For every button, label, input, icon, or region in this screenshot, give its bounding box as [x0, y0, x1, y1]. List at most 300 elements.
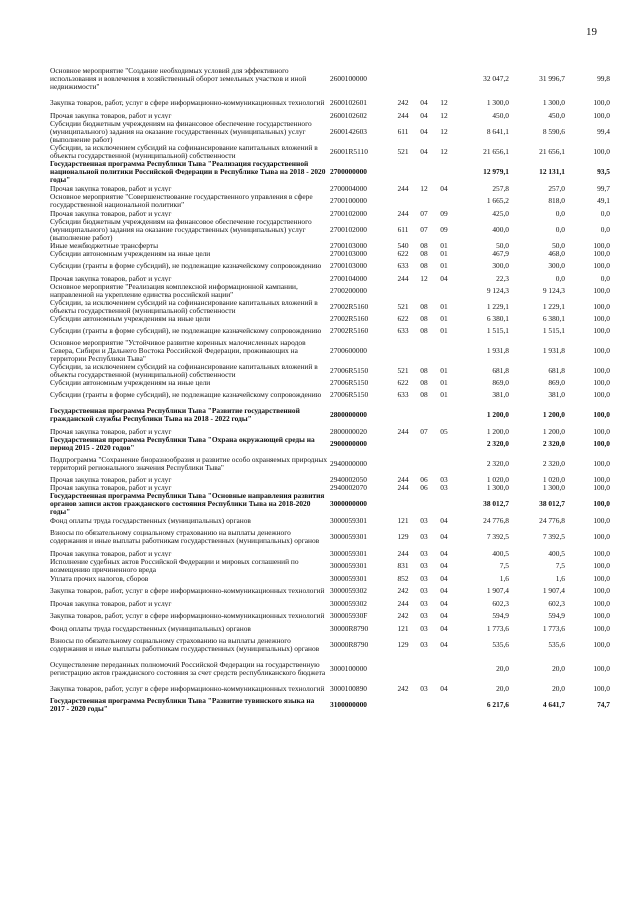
row-plan-amount: 7 392,5: [486, 532, 509, 542]
row-actual-amount: 257,0: [548, 183, 565, 193]
row-code: 2800000000: [330, 410, 367, 420]
row-name: Субсидии, за исключением субсидий на софинансирование капитальных вложений в объекты государственной (муниципальной) собственности: [50, 299, 318, 315]
row-name: Государственная программа Республики Тыва "Охрана окружающей среды на период 2015 - 2020 годов": [50, 436, 315, 452]
row-subsection: 04: [440, 573, 448, 583]
row-execution-percent: 99,7: [597, 183, 610, 193]
row-name: Субсидии бюджетным учреждениям на финансовое обеспечение государственного (муниципального) задания на оказание государственных (муниципальных) услуг (выполнение работ): [50, 218, 312, 242]
row-section: 03: [420, 515, 428, 525]
row-code: 3000059301: [330, 573, 367, 583]
row-actual-amount: 400,5: [548, 548, 565, 558]
row-subsection: 12: [440, 147, 448, 157]
row-name: Субсидии бюджетным учреждениям на финансовое обеспечение государственного (муниципального) задания на оказание государственных (муниципальных) услуг (выполнение работ): [50, 120, 312, 144]
row-code: 27006R5150: [330, 366, 369, 376]
row-code: 2600102601: [330, 98, 367, 108]
row-expense-type: 852: [397, 573, 409, 583]
row-plan-amount: 12 979,1: [483, 167, 509, 177]
row-expense-type: 622: [397, 378, 409, 388]
row-execution-percent: 0,0: [600, 208, 610, 218]
row-execution-percent: 100,0: [593, 286, 610, 296]
row-execution-percent: 74,7: [597, 700, 610, 710]
row-name: Субсидии автономным учреждениям на иные цели: [50, 315, 211, 323]
table-row: [50, 608, 610, 624]
table-row: [50, 111, 610, 120]
row-execution-percent: 100,0: [593, 598, 610, 608]
row-name: Взносы по обязательному социальному страхованию на выплаты денежного содержания и иные выплаты работникам государственных (муниципальных) органов: [50, 529, 320, 545]
row-name: Субсидии, за исключением субсидий на софинансирование капитальных вложений в объекты государственной (муниципальной) собственности: [50, 144, 318, 160]
row-plan-amount: 425,0: [492, 208, 509, 218]
row-actual-amount: 450,0: [548, 110, 565, 120]
table-row: [50, 315, 610, 323]
row-section: 03: [420, 623, 428, 633]
row-execution-percent: 100,0: [593, 475, 610, 485]
row-execution-percent: 100,0: [593, 459, 610, 469]
row-plan-amount: 38 012,7: [483, 499, 509, 509]
row-code: 2900000000: [330, 439, 367, 449]
row-code: 27006R5150: [330, 378, 369, 388]
row-plan-amount: 50,0: [496, 241, 509, 251]
row-actual-amount: 8 590,6: [542, 127, 565, 137]
row-execution-percent: 100,0: [593, 586, 610, 596]
row-section: 08: [420, 314, 428, 324]
table-row: [50, 274, 610, 283]
row-subsection: 04: [440, 183, 448, 193]
row-code: 3000059302: [330, 598, 367, 608]
row-code: 27002R5160: [330, 314, 369, 324]
row-code: 3000059301: [330, 515, 367, 525]
table-row: [50, 339, 610, 363]
row-code: 2700200000: [330, 286, 367, 296]
row-section: 08: [420, 390, 428, 400]
table-row: [50, 574, 610, 583]
row-expense-type: 244: [397, 273, 409, 283]
row-code: 2700004000: [330, 183, 367, 193]
table-row: [50, 299, 610, 315]
row-section: 03: [420, 684, 428, 694]
row-section: 03: [420, 532, 428, 542]
page-number: 19: [586, 26, 597, 38]
row-expense-type: 633: [397, 390, 409, 400]
row-section: 07: [420, 426, 428, 436]
row-plan-amount: 1 665,2: [486, 196, 509, 206]
row-actual-amount: 1 020,0: [542, 475, 565, 485]
row-execution-percent: 100,0: [593, 640, 610, 650]
row-plan-amount: 2 320,0: [486, 459, 509, 469]
row-subsection: 01: [440, 326, 448, 336]
table-row: [50, 363, 610, 379]
table-row: [50, 558, 610, 574]
row-section: 03: [420, 598, 428, 608]
row-execution-percent: 100,0: [593, 561, 610, 571]
row-subsection: 01: [440, 314, 448, 324]
row-name: Закупка товаров, работ, услуг в сфере информационно-коммуникационных технологий: [50, 99, 325, 107]
row-execution-percent: 100,0: [593, 98, 610, 108]
row-section: 08: [420, 326, 428, 336]
table-row: [50, 63, 610, 95]
row-plan-amount: 450,0: [492, 110, 509, 120]
row-plan-amount: 602,3: [492, 598, 509, 608]
row-subsection: 05: [440, 426, 448, 436]
row-expense-type: 622: [397, 314, 409, 324]
table-row: [50, 492, 610, 516]
row-section: 08: [420, 366, 428, 376]
table-row: [50, 144, 610, 160]
row-plan-amount: 1 931,8: [486, 346, 509, 356]
table-row: [50, 516, 610, 525]
row-code: 2600102602: [330, 110, 367, 120]
table-row: [50, 184, 610, 193]
row-execution-percent: 100,0: [593, 515, 610, 525]
row-plan-amount: 7,5: [499, 561, 509, 571]
row-name: Государственная программа Республики Тыва "Основные направления развития органов записи актов гражданского состояния Республики Тыва на 2018-2020 годы": [50, 492, 325, 516]
row-execution-percent: 0,0: [600, 225, 610, 235]
row-expense-type: 244: [397, 426, 409, 436]
row-expense-type: 244: [397, 548, 409, 558]
row-name: Прочая закупка товаров, работ и услуг: [50, 484, 172, 492]
table-row: [50, 681, 610, 697]
row-name: Уплата прочих налогов, сборов: [50, 574, 149, 583]
row-code: 2940002050: [330, 475, 367, 485]
row-execution-percent: 100,0: [593, 499, 610, 509]
row-name: Прочая закупка товаров, работ и услуг: [50, 427, 172, 436]
row-plan-amount: 300,0: [492, 261, 509, 271]
table-row: [50, 120, 610, 144]
row-code: 3000059301: [330, 561, 367, 571]
row-name: Государственная программа Республики Тыва "Реализация государственной национальной политики Российской Федерации в Республике Тыва на 2018 - 2020 годы": [50, 160, 326, 184]
row-name: Государственная программа Республики Тыва "Развитие тувинского языка на 2017 - 2020 годы": [50, 697, 315, 713]
row-code: 2700102000: [330, 208, 367, 218]
row-execution-percent: 100,0: [593, 326, 610, 336]
row-section: 08: [420, 241, 428, 251]
row-subsection: 12: [440, 127, 448, 137]
row-expense-type: 633: [397, 326, 409, 336]
row-section: 07: [420, 208, 428, 218]
row-code: 2700103000: [330, 261, 367, 271]
row-name: Прочая закупка товаров, работ и услуг: [50, 476, 172, 484]
row-subsection: 12: [440, 110, 448, 120]
row-expense-type: 521: [397, 366, 409, 376]
table-row: [50, 95, 610, 111]
row-expense-type: 129: [397, 640, 409, 650]
row-section: 04: [420, 127, 428, 137]
row-code: 2600100000: [330, 74, 367, 84]
row-expense-type: 622: [397, 249, 409, 259]
row-code: 3000000000: [330, 499, 367, 509]
row-execution-percent: 100,0: [593, 241, 610, 251]
row-execution-percent: 100,0: [593, 261, 610, 271]
row-plan-amount: 21 656,1: [483, 147, 509, 157]
row-subsection: 09: [440, 225, 448, 235]
row-plan-amount: 8 641,1: [486, 127, 509, 137]
row-name: Прочая закупка товаров, работ и услуг: [50, 209, 172, 218]
row-code: 2700104000: [330, 273, 367, 283]
row-code: 2700102000: [330, 225, 367, 235]
row-name: Прочая закупка товаров, работ и услуг: [50, 184, 172, 193]
row-subsection: 01: [440, 378, 448, 388]
row-execution-percent: 100,0: [593, 147, 610, 157]
row-code: 3000100890: [330, 684, 367, 694]
row-code: 3000059301: [330, 532, 367, 542]
row-name: Иные межбюджетные трансферты: [50, 242, 159, 250]
row-execution-percent: 100,0: [593, 573, 610, 583]
row-name: Субсидии автономным учреждениям на иные цели: [50, 250, 211, 258]
row-execution-percent: 100,0: [593, 623, 610, 633]
row-actual-amount: 2 320,0: [542, 459, 565, 469]
row-execution-percent: 100,0: [593, 249, 610, 259]
row-subsection: 01: [440, 241, 448, 251]
row-plan-amount: 1 020,0: [486, 475, 509, 485]
row-plan-amount: 1 907,4: [486, 586, 509, 596]
row-code: 2700000000: [330, 167, 367, 177]
row-execution-percent: 100,0: [593, 390, 610, 400]
row-execution-percent: 100,0: [593, 483, 610, 493]
table-row: [50, 624, 610, 633]
row-actual-amount: 38 012,7: [539, 499, 565, 509]
row-subsection: 04: [440, 684, 448, 694]
row-section: 03: [420, 548, 428, 558]
row-plan-amount: 1 300,0: [486, 98, 509, 108]
row-actual-amount: 1 300,0: [542, 483, 565, 493]
row-execution-percent: 100,0: [593, 426, 610, 436]
row-code: 30000R8790: [330, 640, 369, 650]
row-actual-amount: 1 229,1: [542, 302, 565, 312]
row-actual-amount: 1 200,0: [542, 426, 565, 436]
row-section: 04: [420, 147, 428, 157]
row-section: 07: [420, 225, 428, 235]
row-actual-amount: 24 776,8: [539, 515, 565, 525]
row-expense-type: 121: [397, 515, 409, 525]
row-name: Основное мероприятие "Совершенствование государственного управления в сфере государственной национальной политики": [50, 193, 313, 209]
row-execution-percent: 100,0: [593, 314, 610, 324]
row-execution-percent: 100,0: [593, 664, 610, 674]
row-section: 08: [420, 302, 428, 312]
row-actual-amount: 20,0: [552, 664, 565, 674]
row-code: 2940002070: [330, 483, 367, 493]
row-section: 08: [420, 261, 428, 271]
row-code: 27006R5150: [330, 390, 369, 400]
row-code: 2700600000: [330, 346, 367, 356]
row-code: 3100000000: [330, 700, 367, 710]
row-execution-percent: 100,0: [593, 366, 610, 376]
row-subsection: 01: [440, 366, 448, 376]
row-name: Исполнение судебных актов Российской Федерации и мировых соглашений по возмещению причиненного вреда: [50, 558, 299, 574]
row-expense-type: 831: [397, 561, 409, 571]
table-row: [50, 193, 610, 209]
row-actual-amount: 535,6: [548, 640, 565, 650]
row-plan-amount: 20,0: [496, 684, 509, 694]
row-expense-type: 242: [397, 98, 409, 108]
row-execution-percent: 49,1: [597, 196, 610, 206]
row-actual-amount: 818,0: [548, 196, 565, 206]
row-section: 12: [420, 273, 428, 283]
row-actual-amount: 9 124,3: [542, 286, 565, 296]
row-code: 27002R5160: [330, 326, 369, 336]
table-row: [50, 697, 610, 713]
table-row: [50, 403, 610, 427]
row-subsection: 04: [440, 532, 448, 542]
row-execution-percent: 99,8: [597, 74, 610, 84]
row-section: 04: [420, 110, 428, 120]
table-row: [50, 323, 610, 339]
row-plan-amount: 24 776,8: [483, 515, 509, 525]
row-code: 27002R5160: [330, 302, 369, 312]
row-code: 2800000020: [330, 426, 367, 436]
row-actual-amount: 468,0: [548, 249, 565, 259]
row-name: Субсидии, за исключением субсидий на софинансирование капитальных вложений в объекты государственной (муниципальной) собственности: [50, 363, 318, 379]
row-expense-type: 521: [397, 302, 409, 312]
row-name: Подпрограмма "Сохранение биоразнообразия и развитие особо охраняемых природных территорий регионального значения Республики Тыва": [50, 456, 328, 472]
row-code: 2700103000: [330, 249, 367, 259]
row-name: Взносы по обязательному социальному страхованию на выплаты денежного содержания и иные выплаты работникам государственных (муниципальных) органов: [50, 637, 320, 653]
row-actual-amount: 1 200,0: [542, 410, 565, 420]
row-execution-percent: 100,0: [593, 410, 610, 420]
row-name: Фонд оплаты труда государственных (муниципальных) органов: [50, 516, 251, 525]
table-row: [50, 599, 610, 608]
row-subsection: 01: [440, 261, 448, 271]
row-name: Основное мероприятие "Создание необходимых условий для эффективного использования и вовлечения в хозяйственный оборот земельных участков и иной недвижимости": [50, 67, 307, 91]
row-code: 3000059301: [330, 548, 367, 558]
row-section: 03: [420, 640, 428, 650]
table-row: [50, 525, 610, 549]
row-plan-amount: 6 380,1: [486, 314, 509, 324]
row-expense-type: 244: [397, 475, 409, 485]
row-subsection: 04: [440, 561, 448, 571]
row-actual-amount: 7 392,5: [542, 532, 565, 542]
table-row: [50, 657, 610, 681]
row-section: 03: [420, 586, 428, 596]
row-subsection: 09: [440, 208, 448, 218]
row-actual-amount: 594,9: [548, 611, 565, 621]
row-plan-amount: 594,9: [492, 611, 509, 621]
row-section: 06: [420, 475, 428, 485]
row-subsection: 04: [440, 586, 448, 596]
row-actual-amount: 0,0: [555, 225, 565, 235]
table-row: [50, 427, 610, 436]
table-row: [50, 283, 610, 299]
row-plan-amount: 535,6: [492, 640, 509, 650]
row-execution-percent: 100,0: [593, 548, 610, 558]
row-plan-amount: 257,8: [492, 183, 509, 193]
row-name: Прочая закупка товаров, работ и услуг: [50, 274, 172, 283]
row-actual-amount: 4 641,7: [542, 700, 565, 710]
row-actual-amount: 2 320,0: [542, 439, 565, 449]
row-actual-amount: 602,3: [548, 598, 565, 608]
row-actual-amount: 1 773,6: [542, 623, 565, 633]
table-row: [50, 633, 610, 657]
row-execution-percent: 100,0: [593, 346, 610, 356]
row-plan-amount: 1 300,0: [486, 483, 509, 493]
row-section: 03: [420, 561, 428, 571]
row-section: 03: [420, 611, 428, 621]
row-actual-amount: 20,0: [552, 684, 565, 694]
row-expense-type: 244: [397, 183, 409, 193]
table-row: [50, 218, 610, 242]
row-name: Субсидии (гранты в форме субсидий), не подлежащие казначейскому сопровождению: [50, 391, 322, 399]
row-expense-type: 244: [397, 110, 409, 120]
table-row: [50, 160, 610, 184]
row-actual-amount: 681,8: [548, 366, 565, 376]
row-name: Государственная программа Республики Тыва "Развитие государственной гражданской службы Республики Тыва на 2018 - 2022 годы": [50, 407, 300, 423]
row-execution-percent: 99,4: [597, 127, 610, 137]
row-name: Субсидии автономным учреждениям на иные цели: [50, 379, 211, 387]
row-actual-amount: 6 380,1: [542, 314, 565, 324]
row-execution-percent: 100,0: [593, 110, 610, 120]
row-plan-amount: 32 047,2: [483, 74, 509, 84]
row-subsection: 03: [440, 475, 448, 485]
row-plan-amount: 9 124,3: [486, 286, 509, 296]
table-row: [50, 452, 610, 476]
row-subsection: 04: [440, 273, 448, 283]
row-name: Закупка товаров, работ, услуг в сфере информационно-коммуникационных технологий: [50, 612, 325, 620]
row-actual-amount: 1,6: [555, 573, 565, 583]
row-section: 03: [420, 573, 428, 583]
row-code: 300005930F: [330, 611, 368, 621]
row-expense-type: 121: [397, 623, 409, 633]
row-name: Основное мероприятие "Устойчивое развитие коренных малочисленных народов Севера, Сибири и Дальнего Востока Российской Федерации, проживающих на территории Республики Тыва": [50, 339, 306, 363]
row-section: 04: [420, 98, 428, 108]
row-code: 3000059302: [330, 586, 367, 596]
row-execution-percent: 100,0: [593, 439, 610, 449]
row-plan-amount: 869,0: [492, 378, 509, 388]
row-execution-percent: 100,0: [593, 302, 610, 312]
row-subsection: 04: [440, 611, 448, 621]
table-row: [50, 436, 610, 452]
row-actual-amount: 21 656,1: [539, 147, 565, 157]
row-subsection: 01: [440, 249, 448, 259]
row-code: 2700100000: [330, 196, 367, 206]
row-actual-amount: 381,0: [548, 390, 565, 400]
row-name: Осуществление переданных полномочий Российской Федерации на государственную регистрацию актов гражданского состояния за счет средств республиканского бюджета: [50, 661, 326, 677]
row-name: Прочая закупка товаров, работ и услуг: [50, 111, 172, 120]
row-actual-amount: 7,5: [555, 561, 565, 571]
row-execution-percent: 100,0: [593, 684, 610, 694]
row-plan-amount: 467,9: [492, 249, 509, 259]
table-row: [50, 387, 610, 403]
row-plan-amount: 1 515,1: [486, 326, 509, 336]
row-subsection: 01: [440, 302, 448, 312]
row-expense-type: 633: [397, 261, 409, 271]
row-name: Основное мероприятие "Реализация комплексной информационной кампании, направленной на укрепление единства российской нации": [50, 283, 298, 299]
row-name: Закупка товаров, работ, услуг в сфере информационно-коммуникационных технологий: [50, 587, 325, 595]
row-expense-type: 242: [397, 586, 409, 596]
row-actual-amount: 1 931,8: [542, 346, 565, 356]
row-subsection: 12: [440, 98, 448, 108]
row-actual-amount: 12 131,1: [539, 167, 565, 177]
row-plan-amount: 381,0: [492, 390, 509, 400]
row-actual-amount: 1 300,0: [542, 98, 565, 108]
row-code: 26001R5110: [330, 147, 368, 157]
table-row: [50, 250, 610, 258]
row-expense-type: 244: [397, 598, 409, 608]
row-subsection: 04: [440, 623, 448, 633]
row-execution-percent: 0,0: [600, 273, 610, 283]
row-section: 08: [420, 249, 428, 259]
row-actual-amount: 1 515,1: [542, 326, 565, 336]
row-name: Фонд оплаты труда государственных (муниципальных) органов: [50, 624, 251, 633]
table-row: [50, 209, 610, 218]
row-plan-amount: 681,8: [492, 366, 509, 376]
row-actual-amount: 0,0: [555, 208, 565, 218]
row-expense-type: 242: [397, 684, 409, 694]
row-expense-type: 242: [397, 611, 409, 621]
row-code: 2600142603: [330, 127, 367, 137]
row-actual-amount: 300,0: [548, 261, 565, 271]
row-section: 08: [420, 378, 428, 388]
row-plan-amount: 1 773,6: [486, 623, 509, 633]
row-plan-amount: 6 217,6: [486, 700, 509, 710]
row-expense-type: 244: [397, 208, 409, 218]
row-expense-type: 244: [397, 483, 409, 493]
row-expense-type: 521: [397, 147, 409, 157]
